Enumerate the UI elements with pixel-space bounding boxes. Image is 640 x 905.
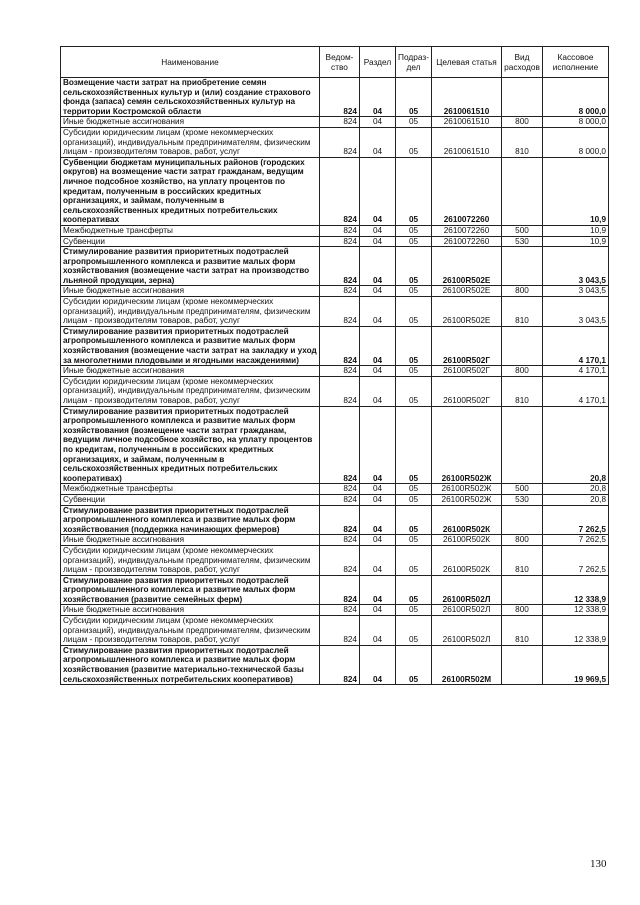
cell-type: 810: [502, 127, 543, 157]
cell-dept: 824: [320, 157, 360, 225]
cell-section: 04: [360, 645, 396, 684]
cell-target: 26100R502К: [432, 535, 502, 546]
cell-section: 04: [360, 225, 396, 236]
cell-dept: 824: [320, 366, 360, 377]
cell-dept: 824: [320, 286, 360, 297]
cell-dept: 824: [320, 236, 360, 247]
cell-subsection: 05: [396, 505, 432, 535]
cell-subsection: 05: [396, 286, 432, 297]
cell-target: 26100R502К: [432, 505, 502, 535]
table-row: [61, 535, 609, 546]
cell-target: 2610072260: [432, 236, 502, 247]
cell-section: 04: [360, 605, 396, 616]
cell-type: 800: [502, 286, 543, 297]
cell-amount: 12 338,9: [543, 605, 609, 616]
cell-subsection: 05: [396, 484, 432, 495]
cell-name: Иные бюджетные ассигнования: [61, 286, 320, 297]
cell-subsection: 05: [396, 117, 432, 128]
cell-section: 04: [360, 366, 396, 377]
cell-name: Иные бюджетные ассигнования: [61, 605, 320, 616]
cell-target: 26100R502Ж: [432, 484, 502, 495]
cell-type: [502, 575, 543, 605]
cell-dept: 824: [320, 127, 360, 157]
cell-target: 26100R502Ж: [432, 494, 502, 505]
cell-type: 810: [502, 297, 543, 327]
cell-target: 26100R502Г: [432, 366, 502, 377]
cell-subsection: 05: [396, 616, 432, 646]
cell-dept: 824: [320, 78, 360, 117]
cell-amount: 12 338,9: [543, 575, 609, 605]
cell-dept: 824: [320, 505, 360, 535]
cell-amount: 4 170,1: [543, 376, 609, 406]
cell-name: Субсидии юридическим лицам (кроме некоммерческих организаций), индивидуальным предпринимателям, физическим лицам - производителям товаров, работ, услуг: [61, 616, 320, 646]
cell-name: Стимулирование развития приоритетных подотраслей агропромышленного комплекса и развитие малых форм хозяйствования (развитие материально-технической базы сельскохозяйственных потребительских кооперативов): [61, 645, 320, 684]
cell-amount: 7 262,5: [543, 505, 609, 535]
cell-dept: 824: [320, 247, 360, 286]
cell-type: 810: [502, 376, 543, 406]
cell-amount: 10,9: [543, 236, 609, 247]
header-section: Раздел: [360, 47, 396, 78]
cell-section: 04: [360, 545, 396, 575]
table-row: [61, 494, 609, 505]
budget-table: [60, 46, 609, 685]
cell-type: 810: [502, 545, 543, 575]
cell-type: [502, 247, 543, 286]
cell-type: 800: [502, 535, 543, 546]
cell-amount: 8 000,0: [543, 117, 609, 128]
table-row: [61, 376, 609, 406]
cell-target: 26100R502E: [432, 297, 502, 327]
cell-target: 26100R502Л: [432, 605, 502, 616]
cell-amount: 4 170,1: [543, 366, 609, 377]
cell-name: Субвенции: [61, 236, 320, 247]
cell-amount: 20,8: [543, 494, 609, 505]
cell-subsection: 05: [396, 545, 432, 575]
table-row: [61, 406, 609, 484]
cell-type: [502, 78, 543, 117]
cell-dept: 824: [320, 225, 360, 236]
cell-section: 04: [360, 616, 396, 646]
table-row: [61, 236, 609, 247]
cell-amount: 8 000,0: [543, 78, 609, 117]
cell-type: 530: [502, 494, 543, 505]
cell-dept: 824: [320, 616, 360, 646]
table-row: [61, 545, 609, 575]
cell-target: 2610072260: [432, 157, 502, 225]
cell-amount: 8 000,0: [543, 127, 609, 157]
page-number: 130: [590, 858, 607, 870]
header-dept: Ведом-ство: [320, 47, 360, 78]
cell-dept: 824: [320, 117, 360, 128]
cell-section: 04: [360, 236, 396, 247]
cell-target: 26100R502М: [432, 645, 502, 684]
cell-type: 500: [502, 225, 543, 236]
cell-subsection: 05: [396, 225, 432, 236]
cell-amount: 10,9: [543, 225, 609, 236]
cell-section: 04: [360, 406, 396, 484]
cell-section: 04: [360, 494, 396, 505]
cell-name: Иные бюджетные ассигнования: [61, 117, 320, 128]
header-subsection: Подраз-дел: [396, 47, 432, 78]
table-row: [61, 225, 609, 236]
cell-section: 04: [360, 247, 396, 286]
table-row: [61, 157, 609, 225]
cell-name: Субвенции: [61, 494, 320, 505]
cell-dept: 824: [320, 645, 360, 684]
cell-section: 04: [360, 505, 396, 535]
cell-dept: 824: [320, 297, 360, 327]
cell-name: Субсидии юридическим лицам (кроме некоммерческих организаций), индивидуальным предпринимателям, физическим лицам - производителям товаров, работ, услуг: [61, 297, 320, 327]
cell-name: Иные бюджетные ассигнования: [61, 535, 320, 546]
cell-dept: 824: [320, 376, 360, 406]
cell-section: 04: [360, 484, 396, 495]
cell-dept: 824: [320, 406, 360, 484]
cell-name: Возмещение части затрат на приобретение семян сельскохозяйственных культур и (или) создание страхового фонда (запаса) семян сельскохозяйственных культур на территории Костромской области: [61, 78, 320, 117]
cell-name: Межбюджетные трансферты: [61, 225, 320, 236]
cell-target: 2610061510: [432, 78, 502, 117]
cell-amount: 12 338,9: [543, 616, 609, 646]
cell-dept: 824: [320, 535, 360, 546]
cell-section: 04: [360, 127, 396, 157]
cell-target: 26100R502Г: [432, 376, 502, 406]
cell-subsection: 05: [396, 326, 432, 365]
cell-type: 530: [502, 236, 543, 247]
cell-amount: 7 262,5: [543, 545, 609, 575]
cell-section: 04: [360, 535, 396, 546]
cell-type: 800: [502, 117, 543, 128]
table-row: [61, 78, 609, 117]
table-row: [61, 117, 609, 128]
table-row: [61, 605, 609, 616]
cell-name: Субвенции бюджетам муниципальных районов (городских округов) на возмещение части затрат гражданам, ведущим личное подсобное хозяйство, на уплату процентов по кредитам, полученным в российских кредитных организациях, и займам, полученным в сельскохозяйственных кредитных потребительских кооперативах: [61, 157, 320, 225]
cell-name: Стимулирование развития приоритетных подотраслей агропромышленного комплекса и развитие малых форм хозяйствования (поддержка начинающих фермеров): [61, 505, 320, 535]
cell-subsection: 05: [396, 376, 432, 406]
cell-subsection: 05: [396, 236, 432, 247]
cell-target: 26100R502E: [432, 286, 502, 297]
cell-section: 04: [360, 117, 396, 128]
cell-target: 2610072260: [432, 225, 502, 236]
table-row: [61, 366, 609, 377]
cell-dept: 824: [320, 484, 360, 495]
cell-target: 26100R502К: [432, 545, 502, 575]
cell-target: 26100R502Л: [432, 575, 502, 605]
cell-subsection: 05: [396, 247, 432, 286]
cell-type: 810: [502, 616, 543, 646]
cell-target: 2610061510: [432, 127, 502, 157]
cell-name: Субсидии юридическим лицам (кроме некоммерческих организаций), индивидуальным предпринимателям, физическим лицам - производителям товаров, работ, услуг: [61, 545, 320, 575]
cell-subsection: 05: [396, 127, 432, 157]
cell-subsection: 05: [396, 157, 432, 225]
table-row: [61, 575, 609, 605]
cell-amount: 4 170,1: [543, 326, 609, 365]
cell-target: 26100R502Л: [432, 616, 502, 646]
cell-amount: 7 262,5: [543, 535, 609, 546]
cell-name: Стимулирование развития приоритетных подотраслей агропромышленного комплекса и развитие малых форм хозяйствования (возмещение части затрат на закладку и уход за многолетними плодовыми и ягодными насаждениями): [61, 326, 320, 365]
cell-subsection: 05: [396, 406, 432, 484]
cell-section: 04: [360, 376, 396, 406]
cell-dept: 824: [320, 605, 360, 616]
cell-section: 04: [360, 157, 396, 225]
cell-target: 26100R502Ж: [432, 406, 502, 484]
cell-target: 2610061510: [432, 117, 502, 128]
cell-subsection: 05: [396, 494, 432, 505]
cell-name: Иные бюджетные ассигнования: [61, 366, 320, 377]
table-row: [61, 286, 609, 297]
cell-type: 500: [502, 484, 543, 495]
cell-section: 04: [360, 575, 396, 605]
cell-amount: 19 969,5: [543, 645, 609, 684]
cell-name: Стимулирование развития приоритетных подотраслей агропромышленного комплекса и развитие малых форм хозяйствования (возмещение части затрат гражданам, ведущим личное подсобное хозяйство, на уплату процентов по кредитам, полученным в российских кредитных организациях, и займам, полученным в сельскохозяйственных кредитных потребительских кооперативах): [61, 406, 320, 484]
cell-target: 26100R502E: [432, 247, 502, 286]
table-row: [61, 484, 609, 495]
cell-type: 800: [502, 366, 543, 377]
table-row: [61, 616, 609, 646]
cell-name: Субсидии юридическим лицам (кроме некоммерческих организаций), индивидуальным предпринимателям, физическим лицам - производителям товаров, работ, услуг: [61, 376, 320, 406]
cell-type: [502, 406, 543, 484]
cell-type: [502, 505, 543, 535]
cell-name: Межбюджетные трансферты: [61, 484, 320, 495]
cell-subsection: 05: [396, 575, 432, 605]
header-target: Целевая статья: [432, 47, 502, 78]
cell-subsection: 05: [396, 605, 432, 616]
cell-subsection: 05: [396, 366, 432, 377]
cell-subsection: 05: [396, 645, 432, 684]
header-name: Наименование: [61, 47, 320, 78]
cell-target: 26100R502Г: [432, 326, 502, 365]
cell-amount: 3 043,5: [543, 286, 609, 297]
cell-dept: 824: [320, 494, 360, 505]
cell-amount: 3 043,5: [543, 297, 609, 327]
cell-section: 04: [360, 297, 396, 327]
table-body: [61, 78, 609, 685]
table-header-row: [61, 47, 609, 78]
cell-section: 04: [360, 326, 396, 365]
cell-subsection: 05: [396, 297, 432, 327]
cell-amount: 3 043,5: [543, 247, 609, 286]
table-row: [61, 297, 609, 327]
cell-subsection: 05: [396, 535, 432, 546]
cell-name: Субсидии юридическим лицам (кроме некоммерческих организаций), индивидуальным предпринимателям, физическим лицам - производителям товаров, работ, услуг: [61, 127, 320, 157]
table-row: [61, 127, 609, 157]
table-row: [61, 326, 609, 365]
table-row: [61, 645, 609, 684]
table-row: [61, 247, 609, 286]
header-type: Вид расходов: [502, 47, 543, 78]
cell-type: [502, 326, 543, 365]
cell-amount: 20,8: [543, 406, 609, 484]
cell-dept: 824: [320, 545, 360, 575]
cell-name: Стимулирование развития приоритетных подотраслей агропромышленного комплекса и развитие малых форм хозяйствования (развитие семейных ферм): [61, 575, 320, 605]
cell-amount: 10,9: [543, 157, 609, 225]
cell-type: [502, 645, 543, 684]
cell-amount: 20,8: [543, 484, 609, 495]
header-amount: Кассовое исполнение: [543, 47, 609, 78]
cell-dept: 824: [320, 575, 360, 605]
table-row: [61, 505, 609, 535]
cell-section: 04: [360, 78, 396, 117]
cell-subsection: 05: [396, 78, 432, 117]
cell-name: Стимулирование развития приоритетных подотраслей агропромышленного комплекса и развитие малых форм хозяйствования (возмещение части затрат на производство льняной продукции, зерна): [61, 247, 320, 286]
cell-dept: 824: [320, 326, 360, 365]
cell-type: 800: [502, 605, 543, 616]
cell-section: 04: [360, 286, 396, 297]
cell-type: [502, 157, 543, 225]
